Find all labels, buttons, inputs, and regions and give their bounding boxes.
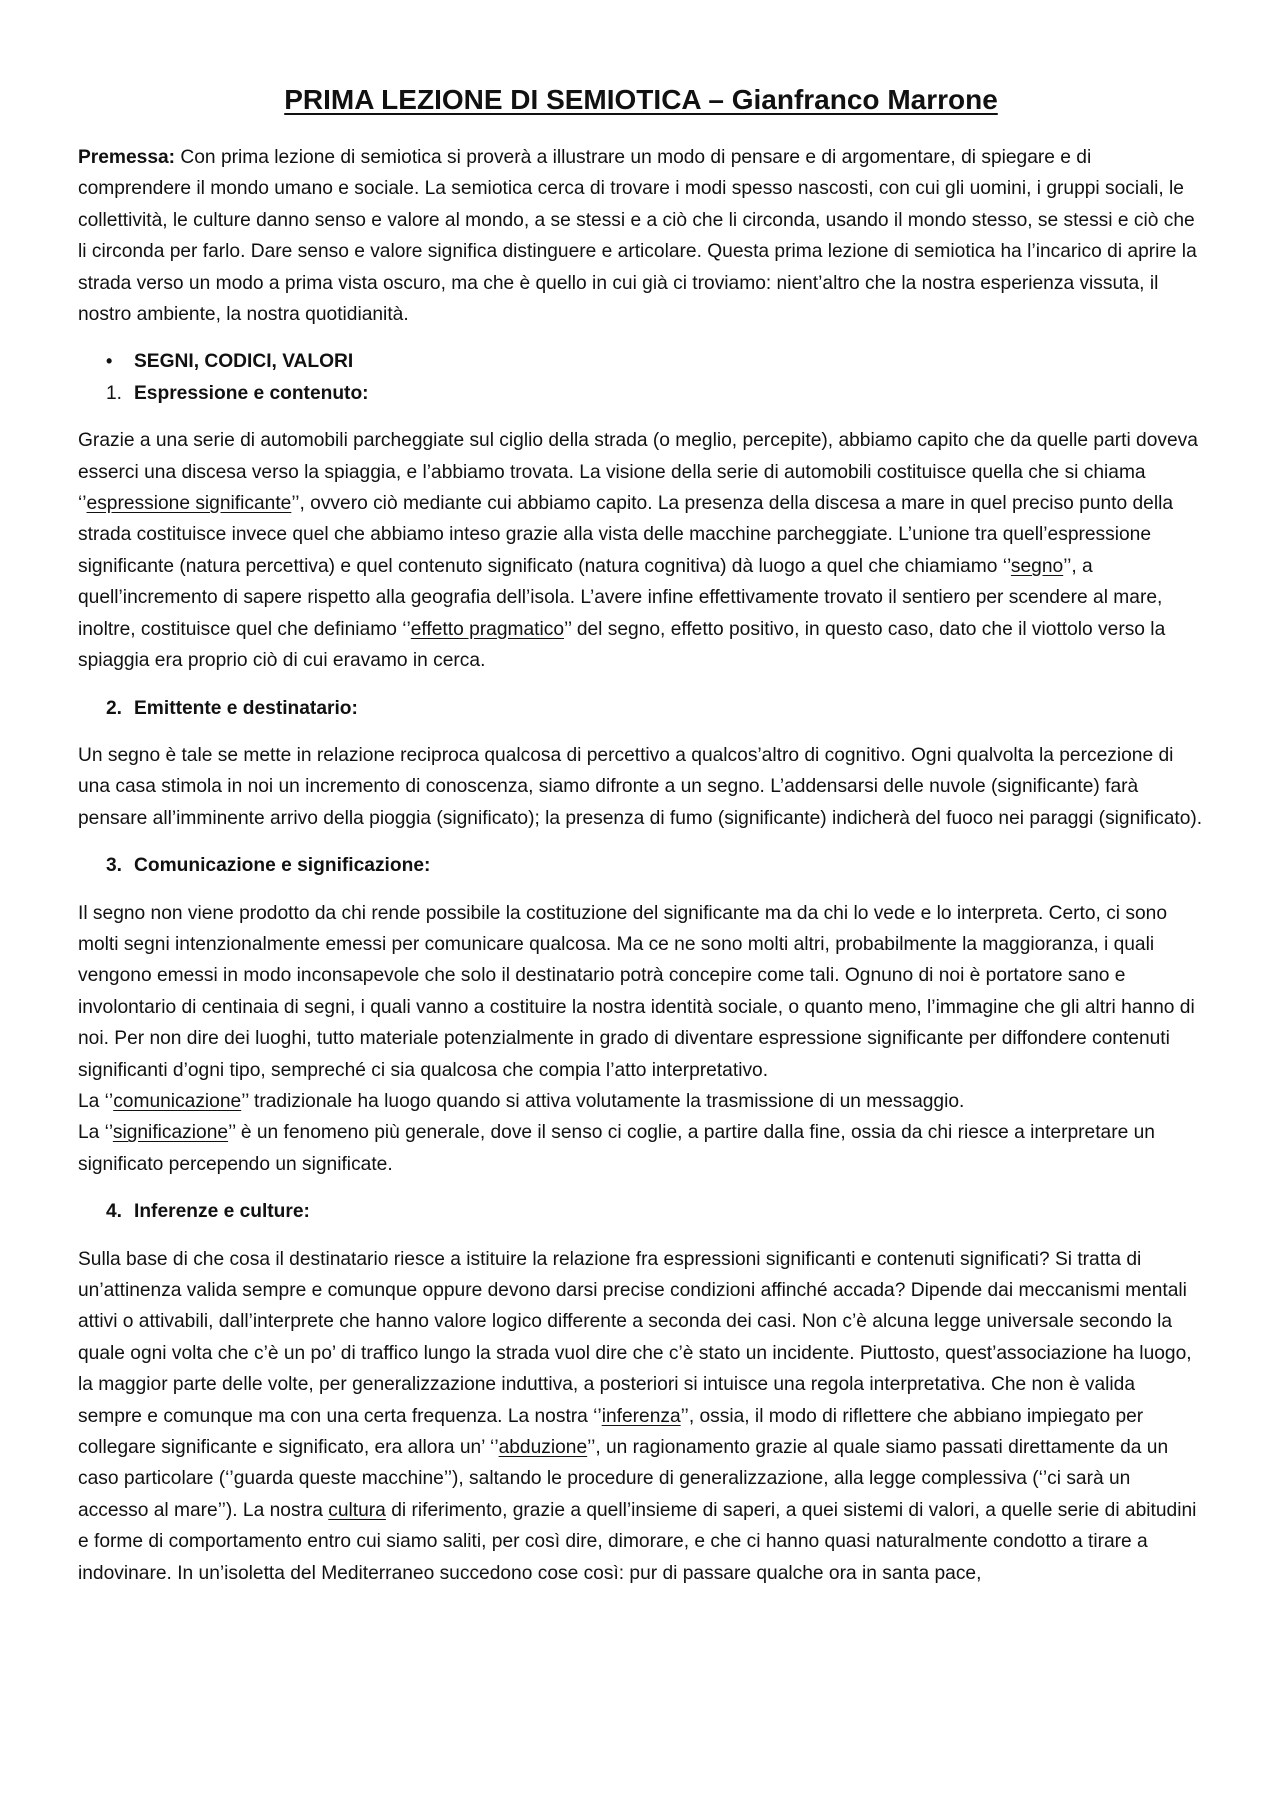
section-1-paragraph — [78, 425, 1204, 676]
section-4-text-part: Sulla base di che cosa il destinatario riesce a istituire la relazione fra espressioni significanti e contenuti significati? Si tratta di un’attinenza valida sempre e comunque oppure devono darsi precise condizioni affinché accada? Dipende dai meccanismi mentali attivi o attivabili, dall’interprete che hanno valore logico differente a seconda dei casi. Non c’è alcuna legge universale secondo la quale ogni volta che c’è un po’ di traffico lungo la strada vuol dire che c’è stato un incidente. Piuttosto, quest’associazione ha luogo, la maggior parte delle volte, per generalizzazione induttiva, a posteriori si intuisce una regola interpretativa. Che non è valida sempre e comunque ma con una certa frequenza. La nostra ‘’ — [78, 1248, 1192, 1427]
section-1-text-part: ’’, a quell’incremento di sapere rispetto alla geografia dell’isola. L’avere infine effettivamente trovato il sentiero per scendere al mare, inoltre, costituisce quel che definiamo ‘’ — [78, 555, 1163, 640]
premessa-text: Con prima lezione di semiotica si proverà a illustrare un modo di pensare e di argomentare, di spiegare e di comprendere il mondo umano e sociale. La semiotica cerca di trovare i modi spesso nascosti, con cui gli uomini, i gruppi sociali, le collettività, le culture danno senso e valore al mondo, a se stessi e a ciò che li circonda, usando il mondo stesso, se stessi e ciò che li circonda per farlo. Dare senso e valore significa distinguere e articolare. Questa prima lezione di semiotica ha l’incarico di aprire la strada verso un modo a prima vista oscuro, ma che è quello in cui già ci troviamo: nient’altro che la nostra esperienza vissuta, il nostro ambiente, la nostra quotidianità. — [78, 147, 1197, 326]
section-1-title: Espressione e contenuto: — [134, 382, 369, 404]
term-espressione-significante: espressione significante — [86, 493, 292, 515]
document-title: PRIMA LEZIONE DI SEMIOTICA – Gianfranco Marrone — [284, 84, 998, 115]
section-4-number: 4. — [106, 1201, 123, 1223]
section-3-title: Comunicazione e significazione: — [134, 855, 431, 877]
section-3-text-part: ’’ è un fenomeno più generale, dove il senso ci coglie, a partire dalla fine, ossia da chi riesce a interpretare un significato percependo un significate. — [78, 1122, 1155, 1175]
term-comunicazione: comunicazione — [113, 1090, 242, 1112]
section-4-text-part: ’’, ossia, il modo di riflettere che abbiano impiegato per collegare significante e significato, era allora un’ ‘’ — [78, 1405, 1144, 1459]
term-effetto-pragmatico: effetto pragmatico — [410, 618, 565, 640]
section-3-heading — [78, 850, 1204, 881]
section-2-title: Emittente e destinatario: — [134, 697, 358, 719]
section-3-paragraph: Il segno non viene prodotto da chi rende possibile la costituzione del significante ma da chi lo vede e lo interpreta. Certo, ci sono molti segni intenzionalmente emessi per comunicare qualcosa. Ma ce ne sono molti altri, probabilmente la maggioranza, i quali vengono emessi in modo inconsapevole che solo il destinatario potrà concepire come tali. Ognuno di noi è portatore sano e involontario di centinaia di segni, i quali vanno a costituire la nostra identità sociale, o quanto meno, l’immagine che gli altri hanno di noi. Per non dire dei luoghi, tutto materiale potenzialmente in grado di diventare espressione significante per diffondere contenuti significanti d’ogni tipo, sempreché ci sia qualcosa che compia l’atto interpretativo. — [78, 902, 1195, 1081]
section-1-number: 1. — [106, 382, 123, 404]
section-1-text-part: Grazie a una serie di automobili parcheggiate sul ciglio della strada (o meglio, percepite), abbiamo capito che da quelle parti doveva esserci una discesa verso la spiaggia, e l’abbiamo trovata. La visione della serie di automobili costituisce quella che si chiama ‘’ — [78, 430, 1198, 515]
section-1-heading — [78, 378, 1204, 409]
premessa-paragraph — [78, 142, 1204, 330]
term-segno: segno — [1010, 555, 1064, 577]
section-2-number: 2. — [106, 697, 123, 719]
section-4-text-part: ’’, un ragionamento grazie al quale siamo passati direttamente da un caso particolare (‘’guarda queste macchine’’), saltando le procedure di generalizzazione, alla legge complessiva (‘’ci sarà un accesso al mare’’). La nostra — [78, 1437, 1169, 1521]
premessa-label: Premessa: — [78, 147, 176, 168]
bullet-label: SEGNI, CODICI, VALORI — [134, 351, 354, 373]
bullet-heading — [78, 346, 1204, 377]
section-3-text-part: La ‘’ — [78, 1090, 114, 1112]
section-3-comunicazione-line — [78, 1086, 1204, 1117]
section-4-heading — [78, 1196, 1204, 1227]
section-3-number: 3. — [106, 855, 123, 877]
section-3-significazione-line — [78, 1117, 1204, 1180]
section-4-paragraph — [78, 1244, 1204, 1589]
section-1-text-part: ’’, ovvero ciò mediante cui abbiamo capito. La presenza della discesa a mare in quel preciso punto della strada costituisce invece quel che abbiamo inteso grazie alla vista delle macchine parcheggiate. L’unione tra quell’espressione significante (natura percettiva) e quel contenuto significato (natura cognitiva) dà luogo a quel che chiamiamo ‘’ — [78, 493, 1174, 577]
section-2-heading — [78, 693, 1204, 724]
bullet-marker: • — [106, 351, 113, 372]
term-significazione: significazione — [112, 1122, 229, 1144]
section-4-text-part: di riferimento, grazie a quell’insieme di saperi, a quei sistemi di valori, a quelle serie di abitudini e forme di comportamento entro cui siamo saliti, per così dire, dimorare, e che ci hanno quasi naturalmente condotto a tirare a indovinare. In un’isoletta del Mediterraneo succedono cose così: pur di passare qualche ora in santa pace, — [78, 1499, 1197, 1584]
term-abduzione: abduzione — [498, 1437, 588, 1459]
section-2-paragraph: Un segno è tale se mette in relazione reciproca qualcosa di percettivo a qualcos’altro di cognitivo. Ogni qualvolta la percezione di una casa stimola in noi un incremento di conoscenza, siamo difronte a un segno. L’addensarsi delle nuvole (significante) farà pensare all’imminente arrivo della pioggia (significato); la presenza di fumo (significante) indicherà del fuoco nei paraggi (significato). — [78, 744, 1203, 829]
section-3-text-part: ’’ tradizionale ha luogo quando si attiva volutamente la trasmissione di un messaggio. — [241, 1090, 965, 1112]
section-1-text-part: ’’ del segno, effetto positivo, in questo caso, dato che il viottolo verso la spiaggia era proprio ciò di cui eravamo in cerca. — [78, 618, 1166, 672]
term-cultura: cultura — [328, 1499, 386, 1521]
term-inferenza: inferenza — [601, 1405, 681, 1427]
section-4-title: Inferenze e culture: — [134, 1201, 310, 1223]
section-3-text-part: La ‘’ — [78, 1122, 113, 1144]
